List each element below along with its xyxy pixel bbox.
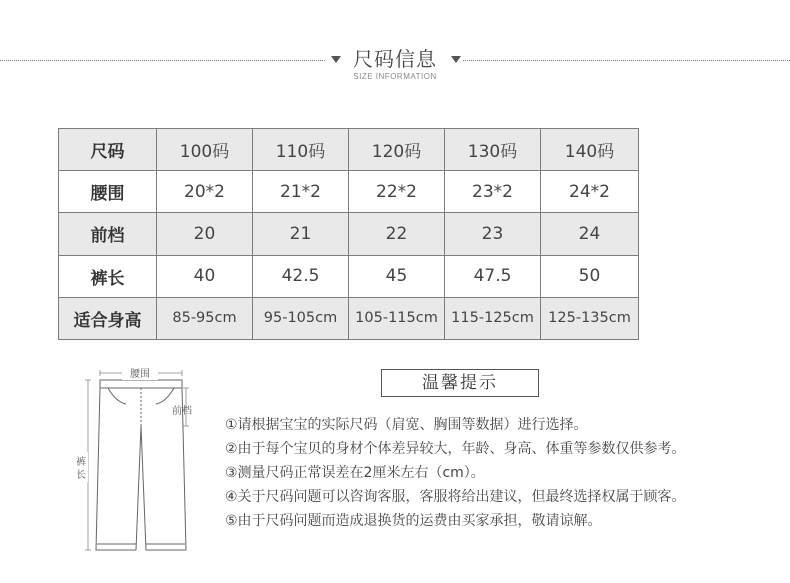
table-cell: 105-115cm: [349, 297, 445, 339]
size-table: [58, 128, 639, 340]
row-header: 裤长: [59, 255, 157, 297]
tip-item: ②由于每个宝贝的身材个体差异较大，年龄、身高、体重等参数仅供参考。: [225, 441, 686, 457]
column-header: 110码: [253, 129, 349, 171]
table-cell: 20*2: [157, 171, 253, 213]
column-header: 100码: [157, 129, 253, 171]
row-header: 适合身高: [59, 297, 157, 339]
header-arrow-left-icon: [331, 56, 341, 63]
table-cell: 21*2: [253, 171, 349, 213]
table-cell: 22*2: [349, 171, 445, 213]
table-cell: 23: [445, 213, 541, 255]
table-cell: 23*2: [445, 171, 541, 213]
table-cell: 24: [541, 213, 639, 255]
waist-label: 腰围: [130, 369, 150, 380]
table-row-length: [59, 255, 639, 297]
table-row-waist: [59, 171, 639, 213]
table-cell: 47.5: [445, 255, 541, 297]
tips-title: 温馨提示: [381, 369, 539, 397]
rise-label: 前档: [172, 406, 192, 417]
section-title: 尺码信息: [353, 47, 437, 71]
tips-list: [225, 413, 686, 533]
tip-item: ①请根据宝宝的实际尺码（肩宽、胸围等数据）进行选择。: [225, 417, 588, 433]
header-arrow-right-icon: [451, 56, 461, 63]
header-divider-right: [463, 60, 790, 61]
pants-diagram: [66, 362, 216, 560]
row-header: 腰围: [59, 171, 157, 213]
table-header-row: [59, 129, 639, 171]
table-cell: 42.5: [253, 255, 349, 297]
table-cell: 21: [253, 213, 349, 255]
tip-item: ③测量尺码正常误差在2厘米左右（cm）。: [225, 465, 485, 481]
section-subtitle: SIZE INFORMATION: [353, 72, 437, 81]
column-header: 120码: [349, 129, 445, 171]
tip-item: ⑤由于尺码问题而造成退换货的运费由买家承担，敬请谅解。: [225, 513, 602, 529]
column-header: 130码: [445, 129, 541, 171]
table-cell: 45: [349, 255, 445, 297]
table-cell: 85-95cm: [157, 297, 253, 339]
table-cell: 22: [349, 213, 445, 255]
length-label-2: 长: [76, 470, 86, 481]
table-cell: 125-135cm: [541, 297, 639, 339]
table-row-height: [59, 297, 639, 339]
column-header: 140码: [541, 129, 639, 171]
length-label-1: 裤: [76, 457, 86, 468]
row-header: 前档: [59, 213, 157, 255]
table-cell: 50: [541, 255, 639, 297]
table-row-rise: [59, 213, 639, 255]
table-cell: 20: [157, 213, 253, 255]
tip-item: ④关于尺码问题可以咨询客服，客服将给出建议，但最终选择权属于顾客。: [225, 489, 686, 505]
column-header: 尺码: [59, 129, 157, 171]
table-cell: 115-125cm: [445, 297, 541, 339]
header-divider-left: [0, 60, 325, 61]
table-cell: 40: [157, 255, 253, 297]
table-cell: 24*2: [541, 171, 639, 213]
table-cell: 95-105cm: [253, 297, 349, 339]
